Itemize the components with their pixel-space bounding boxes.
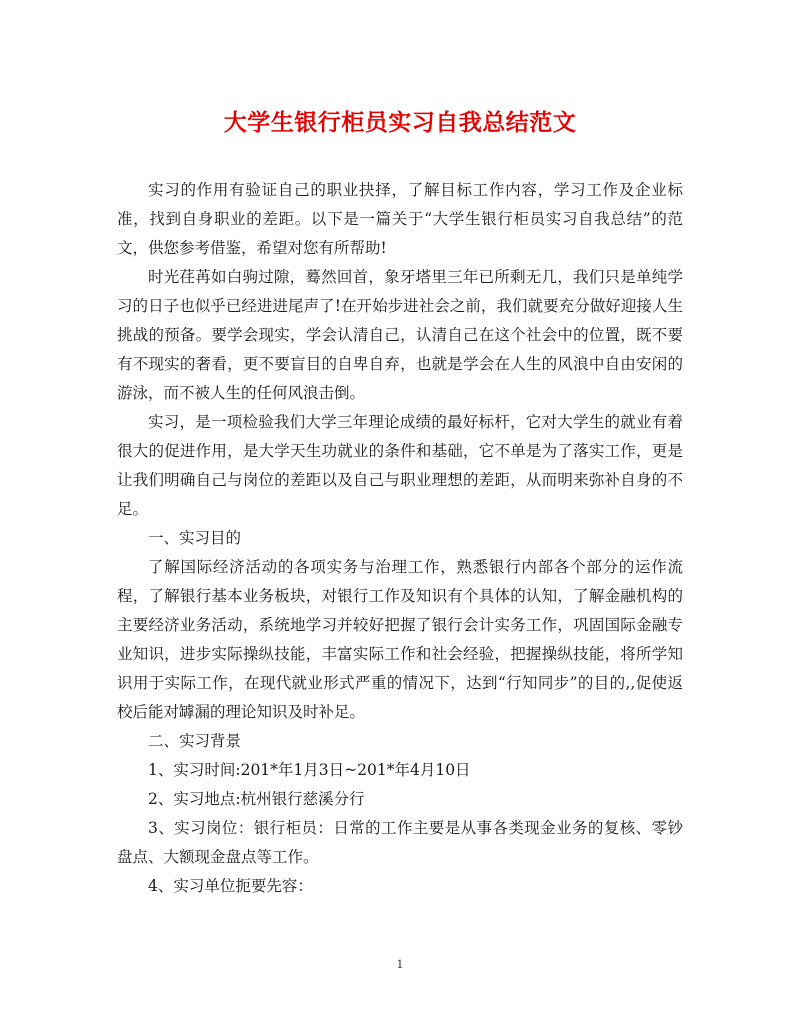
section-heading-purpose: 一、实习目的 bbox=[148, 529, 242, 547]
page-number: 1 bbox=[396, 958, 404, 971]
section-heading-background: 二、实习背景 bbox=[148, 732, 242, 750]
list-item-unit: 4、实习单位扼要先容： bbox=[148, 877, 313, 895]
list-item-location: 2、实习地点:杭州银行慈溪分行 bbox=[148, 790, 365, 808]
list-item-time: 1、实习时间:201*年1月3日~201*年4月10日 bbox=[148, 761, 471, 779]
paragraph-reflection: 时光荏苒如白驹过隙，蓦然回首，象牙塔里三年已所剩无几，我们只是单纯学习的日子也似乎已经进进尾声了!在开始步进社会之前，我们就要充分做好迎接人生挑战的预备。要学会现实，学会认清自己，认清自己在这个社会中的位置，既不要有不现实的奢看，更不要盲目的自卑自弃，也就是学会在人生的风浪中自由安闲的游泳，而不被人生的任何风浪击倒。 bbox=[117, 268, 683, 402]
document-body bbox=[117, 176, 683, 901]
paragraph-internship-value: 实习，是一项检验我们大学三年理论成绩的最好标杆，它对大学生的就业有着很大的促进作用，是大学天生功就业的条件和基础，它不单是为了落实工作，更是让我们明确自己与岗位的差距以及自己与职业理想的差距，从而明来弥补自身的不足。 bbox=[117, 413, 683, 518]
paragraph-intro: 实习的作用有验证自己的职业抉择，了解目标工作内容，学习工作及企业标准，找到自身职业的差距。以下是一篇关于“大学生银行柜员实习自我总结”的范文，供您参考借鉴，希望对您有所帮助! bbox=[117, 181, 683, 257]
paragraph-purpose: 了解国际经济活动的各项实务与治理工作，熟悉银行内部各个部分的运作流程，了解银行基本业务板块，对银行工作及知识有个具体的认知，了解金融机构的主要经济业务活动，系统地学习并较好把握了银行会计实务工作，巩固国际金融专业知识，进步实际操纵技能，丰富实际工作和社会经验，把握操纵技能，将所学知识用于实际工作，在现代就业形式严重的情况下，达到“行知同步”的目的,,促使返校后能对罅漏的理论知识及时补足。 bbox=[117, 558, 683, 721]
document-title: 大学生银行柜员实习自我总结范文 bbox=[223, 109, 577, 136]
list-item-position: 3、实习岗位：银行柜员：日常的工作主要是从事各类现金业务的复核、零钞盘点、大额现金盘点等工作。 bbox=[117, 819, 683, 866]
